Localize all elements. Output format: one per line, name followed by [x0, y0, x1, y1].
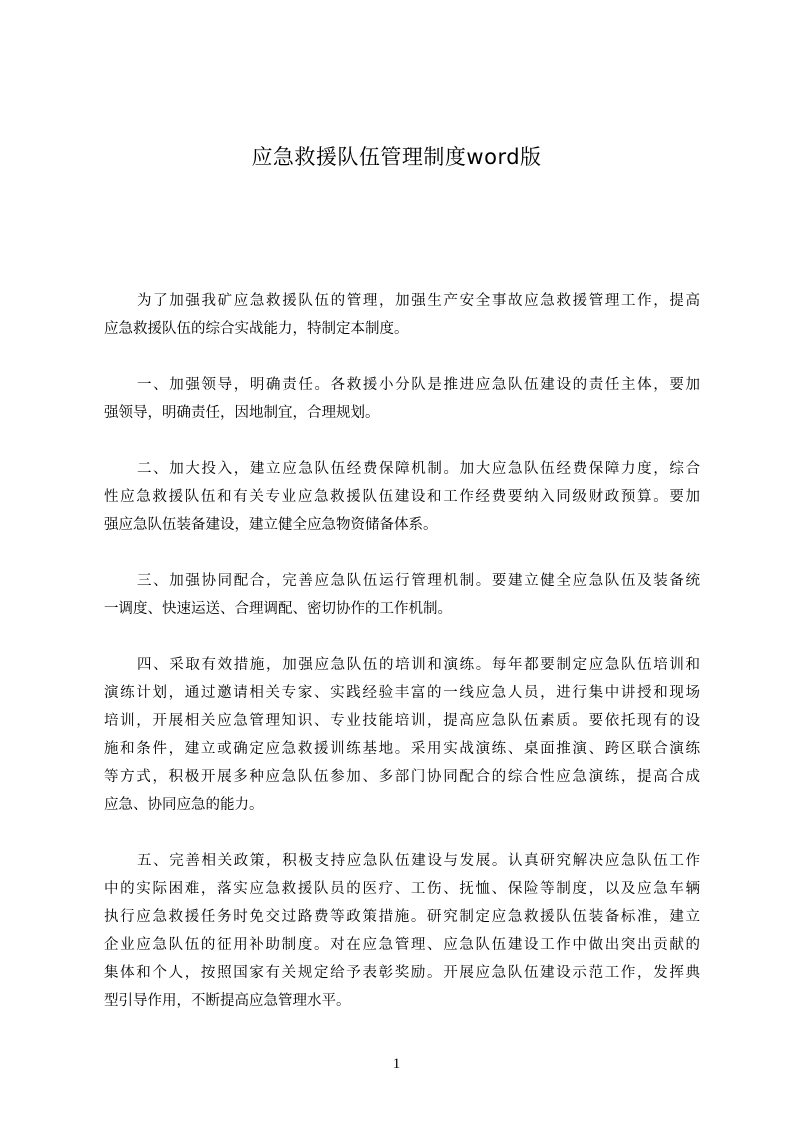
paragraph-line: 施和条件，建立或确定应急救援训练基地。采用实战演练、桌面推演、跨区联合演练 — [104, 741, 700, 757]
paragraph-line: 为了加强我矿应急救援队伍的管理，加强生产安全事故应急救援管理工作，提高 — [137, 293, 700, 309]
document-title: 应急救援队伍管理制度word版 — [251, 145, 542, 169]
paragraph-line: 执行应急救援任务时免交过路费等政策措施。研究制定应急救援队伍装备标准，建立 — [104, 909, 700, 925]
paragraph-line: 等方式，积极开展多种应急队伍参加、多部门协同配合的综合性应急演练，提高合成 — [104, 769, 700, 785]
paragraph-line: 培训，开展相关应急管理知识、专业技能培训，提高应急队伍素质。要依托现有的设 — [104, 713, 700, 729]
paragraph-section-5 — [104, 847, 700, 1015]
paragraph-intro — [104, 287, 700, 343]
paragraph-line: 中的实际困难，落实应急救援队员的医疗、工伤、抚恤、保险等制度，以及应急车辆 — [104, 881, 700, 897]
paragraph-line: 强领导，明确责任，因地制宜，合理规划。 — [104, 405, 380, 421]
paragraph-line: 集体和个人，按照国家有关规定给予表彰奖励。开展应急队伍建设示范工作，发挥典 — [104, 965, 700, 981]
paragraph-line: 应急、协同应急的能力。 — [104, 797, 264, 813]
document-body — [104, 287, 700, 1043]
paragraph-line: 应急救援队伍的综合实战能力，特制定本制度。 — [104, 321, 409, 337]
paragraph-section-2 — [104, 455, 700, 539]
paragraph-line: 型引导作用，不断提高应急管理水平。 — [104, 993, 351, 1009]
paragraph-section-4 — [104, 651, 700, 819]
paragraph-line: 企业应急队伍的征用补助制度。对在应急管理、应急队伍建设工作中做出突出贡献的 — [104, 937, 700, 953]
paragraph-line: 一、加强领导，明确责任。各救援小分队是推进应急队伍建设的责任主体，要加 — [137, 377, 700, 393]
paragraph-section-1 — [104, 371, 700, 427]
page-number: 1 — [392, 1056, 401, 1072]
paragraph-section-3 — [104, 567, 700, 623]
paragraph-line: 性应急救援队伍和有关专业应急救援队伍建设和工作经费要纳入同级财政预算。要加 — [104, 489, 700, 505]
paragraph-line: 二、加大投入，建立应急队伍经费保障机制。加大应急队伍经费保障力度，综合 — [137, 461, 700, 477]
paragraph-line: 演练计划，通过邀请相关专家、实践经验丰富的一线应急人员，进行集中讲授和现场 — [104, 685, 700, 701]
paragraph-line: 三、加强协同配合，完善应急队伍运行管理机制。要建立健全应急队伍及装备统 — [137, 573, 700, 589]
paragraph-line: 五、完善相关政策，积极支持应急队伍建设与发展。认真研究解决应急队伍工作 — [137, 853, 700, 869]
paragraph-line: 强应急队伍装备建设，建立健全应急物资储备体系。 — [104, 517, 438, 533]
paragraph-line: 四、采取有效措施，加强应急队伍的培训和演练。每年都要制定应急队伍培训和 — [137, 657, 700, 673]
paragraph-line: 一调度、快速运送、合理调配、密切协作的工作机制。 — [104, 601, 452, 617]
